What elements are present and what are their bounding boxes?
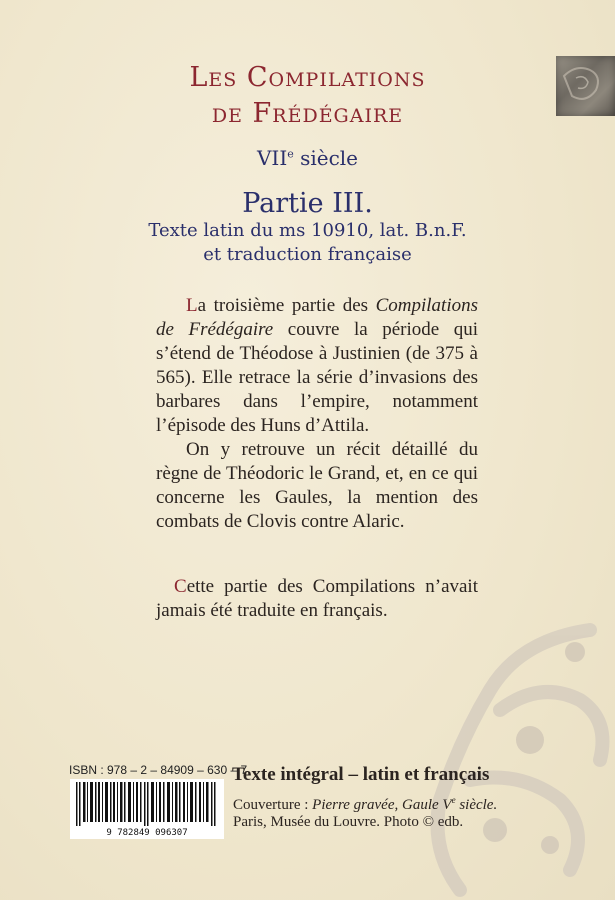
summary-body [156, 294, 478, 534]
paragraph-initial: C [174, 576, 187, 597]
isbn-label: ISBN : 978 – 2 – 84909 – 630 – 7 [69, 763, 248, 777]
summary-paragraph-2: On y retrouve un récit détaillé du règne de Théodoric le Grand, et, en ce qui concerne les Gaules, la mention des combats de Clovis contre Alaric. [156, 439, 478, 532]
summary-paragraph-1 [156, 294, 478, 438]
barcode-digits: 9 782849 096307 [106, 828, 188, 838]
century-subtitle [0, 146, 615, 170]
paragraph-text: a troisième partie des [197, 295, 376, 316]
summary-paragraph-3 [156, 575, 478, 623]
century-word: siècle [293, 146, 359, 170]
work-title-italic: Compilations de Frédégaire [156, 295, 478, 340]
paragraph-text: ette partie des Compilations n’avait jamais été traduite en français. [156, 576, 478, 621]
decorative-letter-ornament [400, 600, 615, 900]
credit-sup: e [451, 795, 456, 805]
cover-credit-line-2: Paris, Musée du Louvre. Photo © edb. [233, 814, 464, 830]
paragraph-text: couvre la période qui s’étend de Théodose à Justinien (de 375 à 565). Elle retrace la série d’invasions des barbares dans l’empire, notamment l’épisode des Huns d’Attila. [156, 319, 479, 436]
credit-prefix: Couverture : [233, 797, 313, 813]
century-sup: e [287, 147, 294, 161]
barcode [70, 779, 224, 839]
text-info-line-2: et traduction française [203, 244, 412, 265]
century-roman: VII [256, 146, 288, 170]
part-heading: Partie III. [242, 188, 373, 219]
book-title-line-1: Les Compilations [189, 62, 426, 93]
paragraph-initial: L [186, 295, 198, 316]
integral-text-label: Texte intégral – latin et français [232, 764, 490, 785]
text-info-line-1: Texte latin du ms 10910, lat. B.n.F. [148, 220, 467, 241]
credit-italic-end: siècle. [455, 797, 498, 813]
book-title-line-2: de Frédégaire [211, 98, 404, 129]
credit-italic: Pierre gravée, Gaule V [312, 797, 452, 813]
cover-credit-line-1 [233, 795, 497, 814]
